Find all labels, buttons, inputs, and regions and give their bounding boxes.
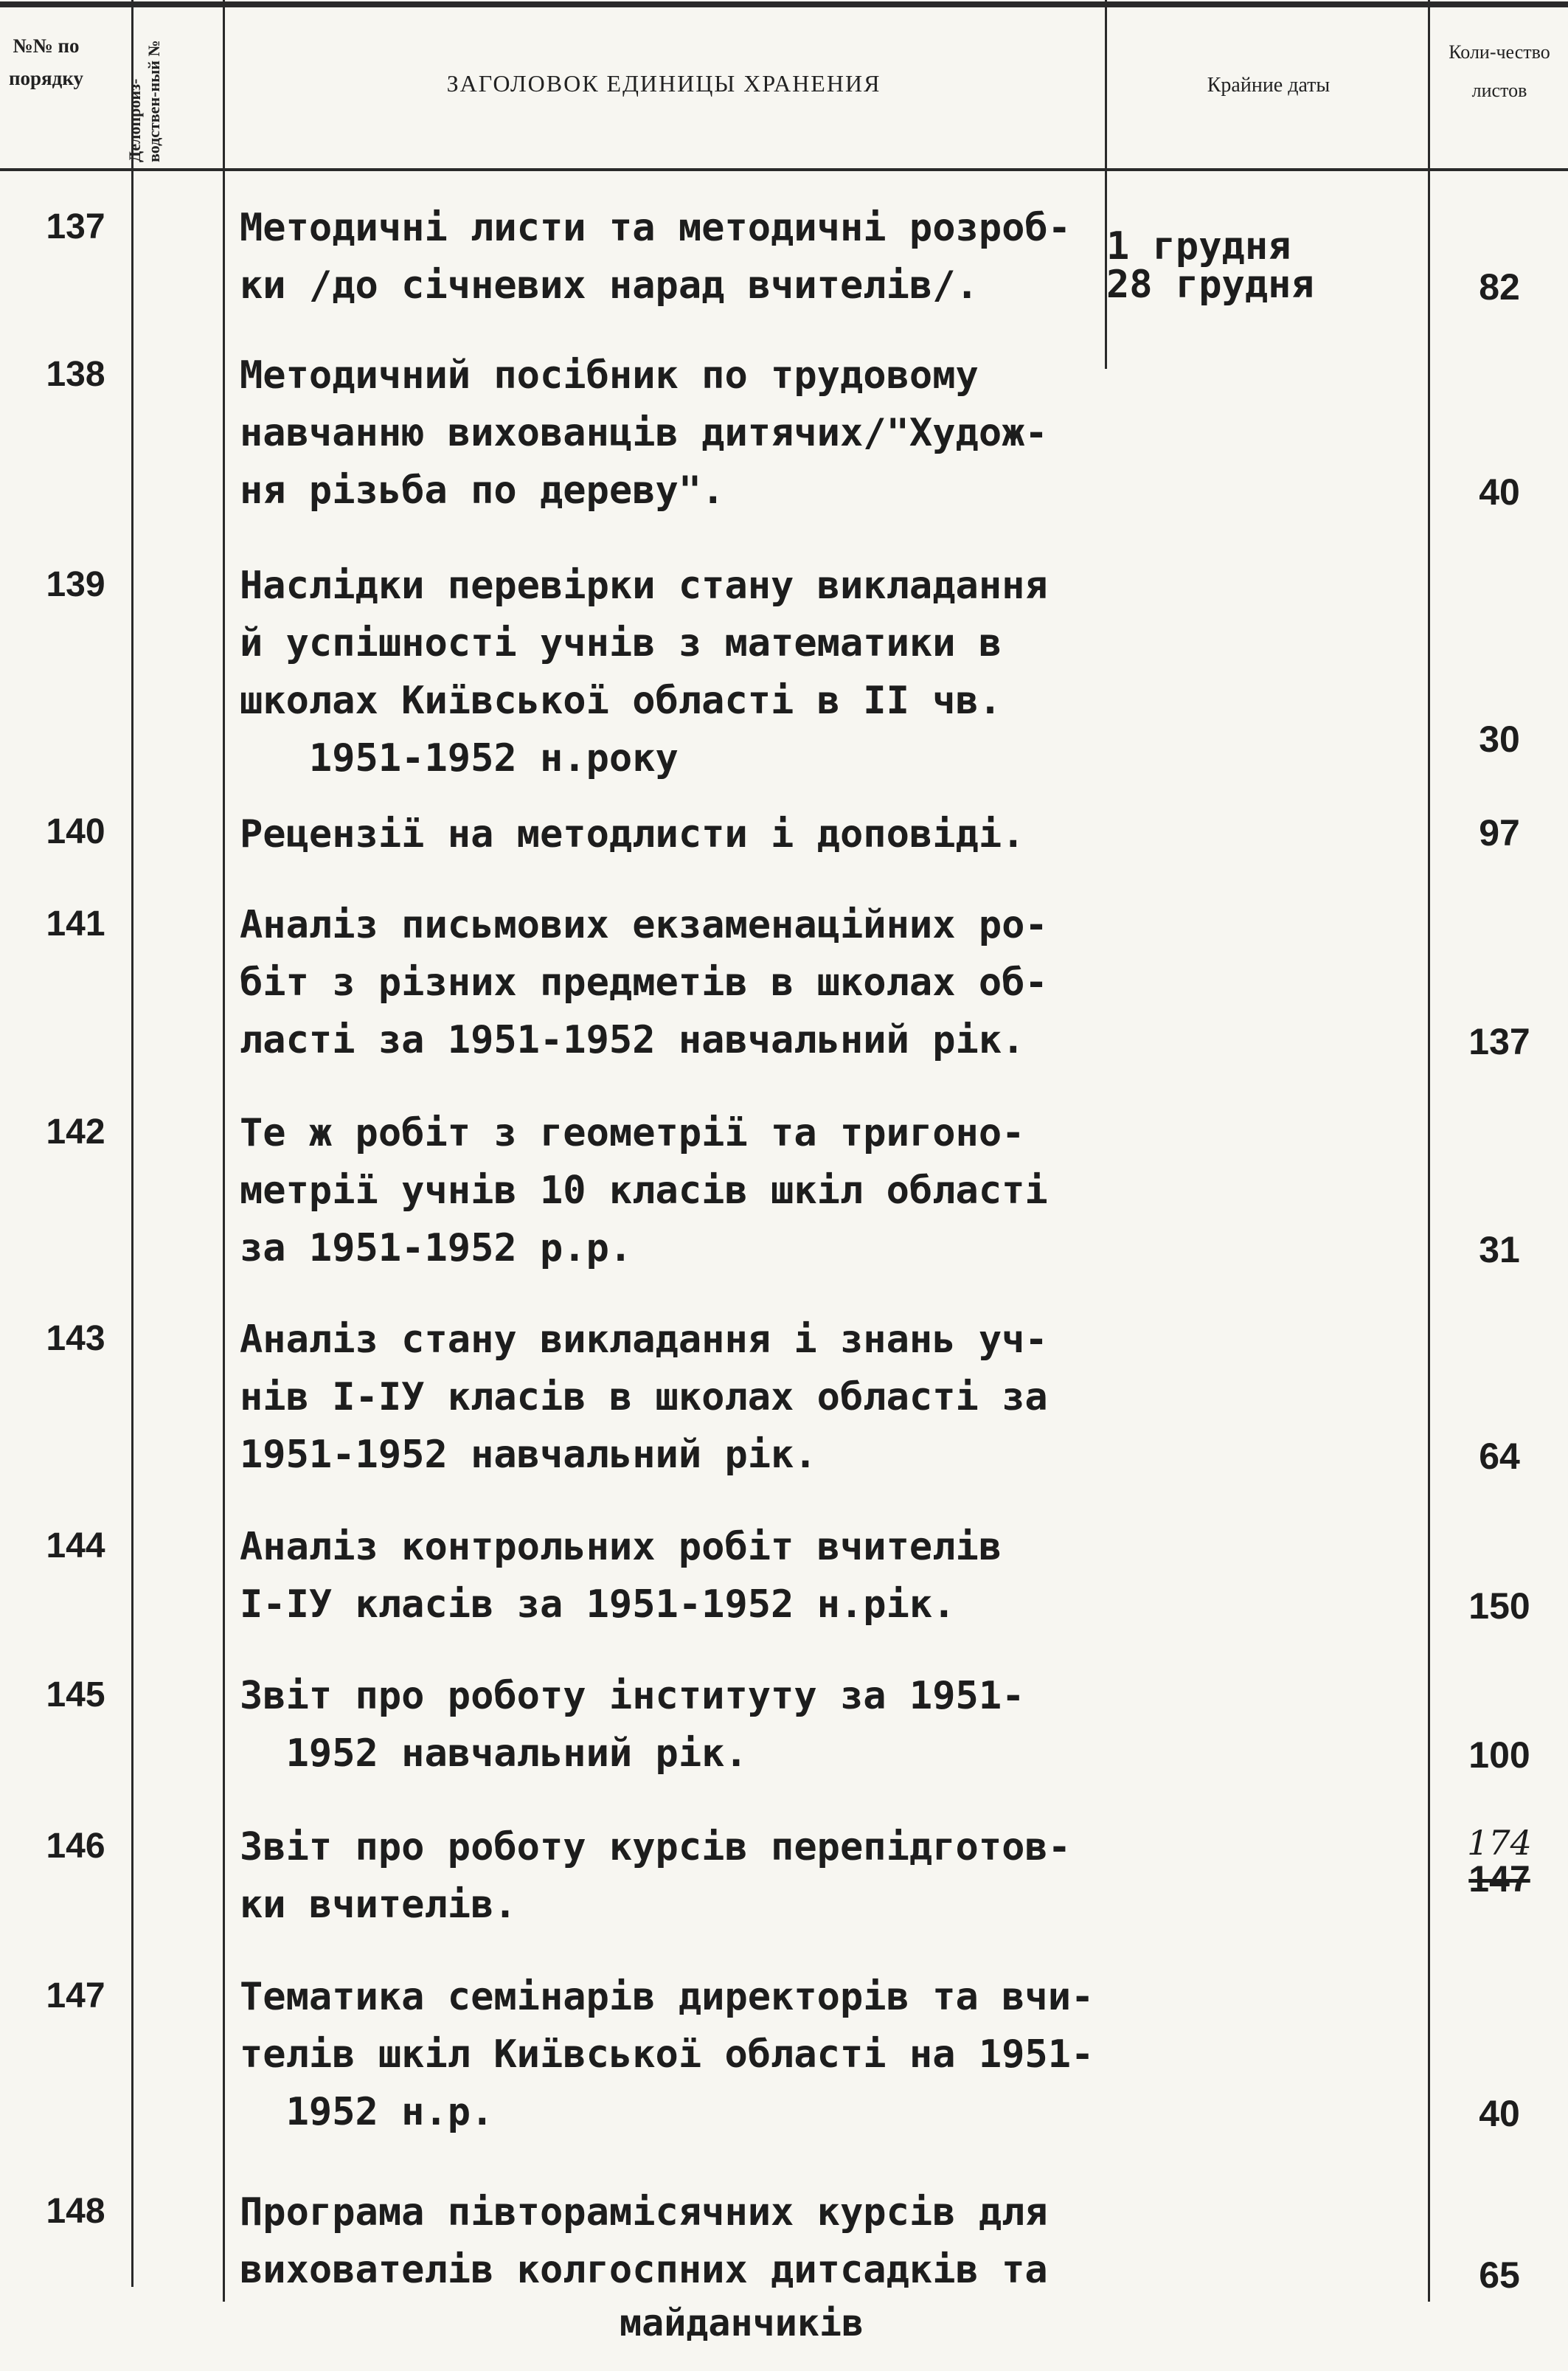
row-sheets: 40: [1479, 2093, 1520, 2134]
header-number: №№ по порядку: [8, 35, 83, 89]
row-sheets: 97: [1479, 812, 1520, 854]
row-number: 147: [46, 1976, 105, 2015]
row-number: 144: [46, 1526, 105, 1565]
row-sheets: 64: [1479, 1436, 1520, 1477]
row-sheets: 150: [1468, 1585, 1530, 1627]
row-number: 138: [46, 355, 105, 394]
row-number: 137: [46, 207, 105, 246]
handwritten-sheet-correction: 174: [1467, 1823, 1532, 1863]
column-divider-2: [223, 0, 225, 2302]
row-title: Аналіз контрольних робіт вчителів І-ІУ класів за 1951-1952 н.рік.: [240, 1525, 1002, 1627]
row-sheets: 82: [1479, 266, 1520, 308]
row-title-continuation: майданчиків: [620, 2302, 864, 2344]
header-office-number: Делопроиз-водствен-ный №: [125, 40, 163, 162]
column-divider-4: [1428, 0, 1430, 2302]
row-title: Аналіз стану викладання і знань уч- нів І-ІУ класів в школах області за 1951-1952 навчальний рік.: [240, 1318, 1048, 1477]
row-number: 142: [46, 1112, 105, 1152]
row-number: 139: [46, 565, 105, 604]
row-title: Аналіз письмових екзаменаційних ро- біт з різних предметів в школах об- ласті за 1951-1952 навчальний рік.: [240, 903, 1048, 1062]
top-border-line: [0, 1, 1568, 7]
row-number: 140: [46, 812, 105, 851]
row-number: 146: [46, 1827, 105, 1866]
column-divider-1: [131, 0, 133, 2287]
row-sheets: 30: [1479, 719, 1520, 760]
row-title: Програма півторамісячних курсів для вихователів колгоспних дитсадків та: [240, 2190, 1048, 2292]
header-sheet-count: Коли-чество листов: [1449, 41, 1550, 101]
row-sheets: 40: [1479, 471, 1520, 513]
row-title: Рецензії на методлисти і доповіді.: [240, 812, 1025, 856]
row-title: Методичні листи та методичні розроб- ки /до січневих нарад вчителів/.: [240, 206, 1072, 308]
row-title: Те ж робіт з геометрії та тригоно- метрії учнів 10 класів шкіл області за 1951-1952 р.р.: [240, 1111, 1048, 1270]
header-dates: Крайние даты: [1207, 74, 1331, 97]
row-number: 145: [46, 1675, 105, 1714]
row-title: Наслідки перевірки стану викладання й успішності учнів з математики в школах Київської області в II чв. 1951-1952 н.року: [240, 564, 1048, 780]
row-dates: 1 грудня 28 грудня: [1106, 224, 1314, 307]
header-separator-line: [0, 168, 1568, 171]
row-sheets-cell: [1431, 1823, 1568, 1900]
header-title: ЗАГОЛОВОК ЕДИНИЦЫ ХРАНЕНИЯ: [446, 70, 881, 97]
row-title: Тематика семінарів директорів та вчи- телів шкіл Київської області на 1951- 1952 н.р.: [240, 1975, 1095, 2134]
row-number: 141: [46, 904, 105, 944]
row-sheets: 137: [1468, 1021, 1530, 1062]
row-sheets: 100: [1468, 1734, 1530, 1776]
row-title: Методичний посібник по трудовому навчанню вихованців дитячих/"Худож- ня різьба по дереву".: [240, 353, 1048, 513]
row-number: 143: [46, 1319, 105, 1358]
row-sheets: 31: [1479, 1229, 1520, 1270]
row-title: Звіт про роботу інституту за 1951- 1952 навчальний рік.: [240, 1674, 1025, 1776]
row-title: Звіт про роботу курсів перепідготов- ки вчителів.: [240, 1825, 1072, 1927]
row-sheets: 147: [1468, 1858, 1530, 1900]
row-sheets: 65: [1479, 2254, 1520, 2296]
row-number: 148: [46, 2192, 105, 2231]
